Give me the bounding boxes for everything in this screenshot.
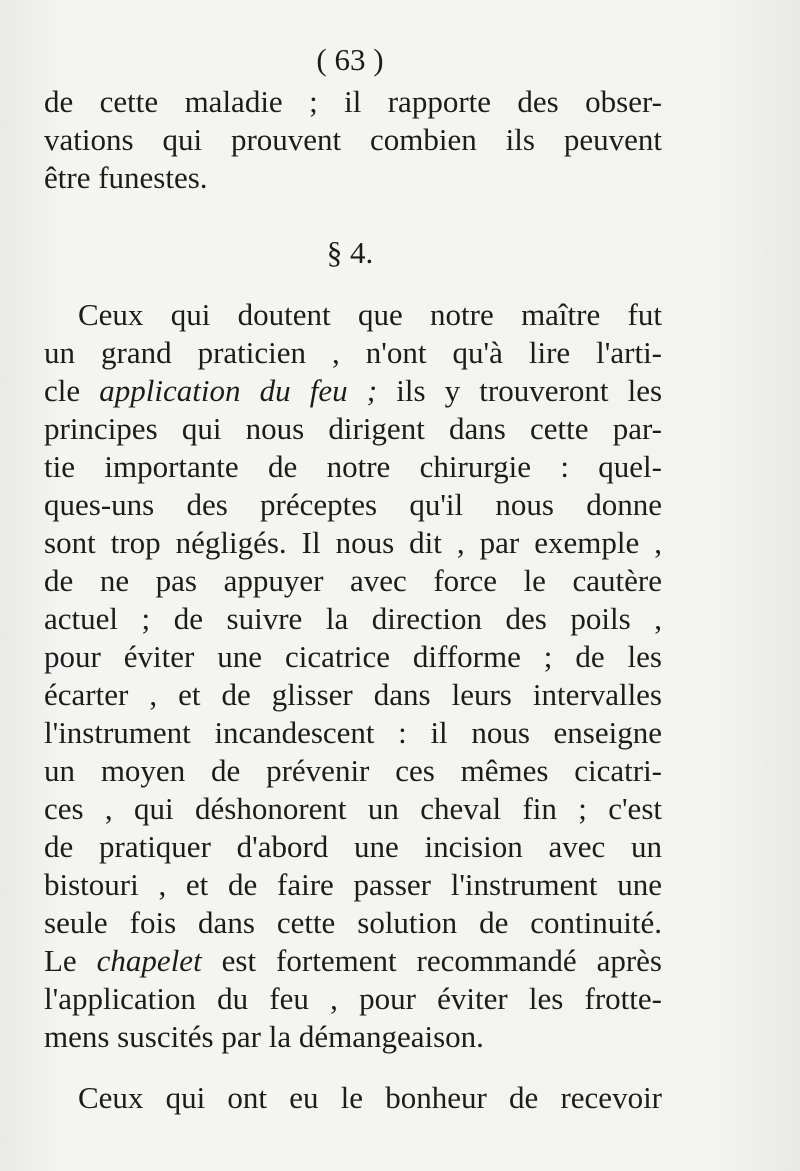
- text-line: ces , qui déshonorent un cheval fin ; c'est: [44, 791, 662, 826]
- text-line: ques-uns des préceptes qu'il nous donne: [44, 487, 662, 522]
- text-line: l'instrument incandescent : il nous enseigne: [44, 715, 662, 750]
- text-line: être funestes.: [44, 160, 208, 195]
- line-segment: ils y trouveront les: [377, 373, 663, 408]
- text-line: actuel ; de suivre la direction des poils ,: [44, 601, 662, 636]
- text-line: principes qui nous dirigent dans cette par-: [44, 411, 662, 446]
- text-line: un grand praticien , n'ont qu'à lire l'arti-: [44, 335, 662, 370]
- text-line: de cette maladie ; il rapporte des obser-: [44, 84, 662, 119]
- line-segment: cle: [44, 373, 100, 408]
- line-segment: Le: [44, 943, 97, 978]
- text-line: seule fois dans cette solution de continuité.: [44, 905, 662, 940]
- text-line: sont trop négligés. Il nous dit , par exemple ,: [44, 525, 662, 560]
- text-line: Ceux qui doutent que notre maître fut: [78, 297, 662, 332]
- text-line: Ceux qui ont eu le bonheur de recevoir: [78, 1080, 662, 1115]
- text-line: de pratiquer d'abord une incision avec un: [44, 829, 662, 864]
- text-line: écarter , et de glisser dans leurs intervalles: [44, 677, 662, 712]
- text-line-application: [44, 375, 662, 406]
- text-line: mens suscités par la démangeaison.: [44, 1019, 484, 1054]
- section-heading: § 4.: [326, 235, 374, 270]
- text-line: bistouri , et de faire passer l'instrument une: [44, 867, 662, 902]
- page-number: ( 63 ): [316, 42, 384, 77]
- text-line: de ne pas appuyer avec force le cautère: [44, 563, 662, 598]
- italic-term-application-du-feu: application du feu ;: [99, 373, 378, 408]
- text-line: tie importante de notre chirurgie : quel-: [44, 449, 662, 484]
- text-line: l'application du feu , pour éviter les frotte-: [44, 981, 662, 1016]
- text-line: pour éviter une cicatrice difforme ; de les: [44, 639, 662, 674]
- text-line: vations qui prouvent combien ils peuvent: [44, 122, 662, 157]
- italic-term-chapelet: chapelet: [96, 943, 202, 978]
- text-line: un moyen de prévenir ces mêmes cicatri-: [44, 753, 662, 788]
- text-line-chapelet: [44, 945, 662, 976]
- line-segment: est fortement recommandé après: [201, 943, 662, 978]
